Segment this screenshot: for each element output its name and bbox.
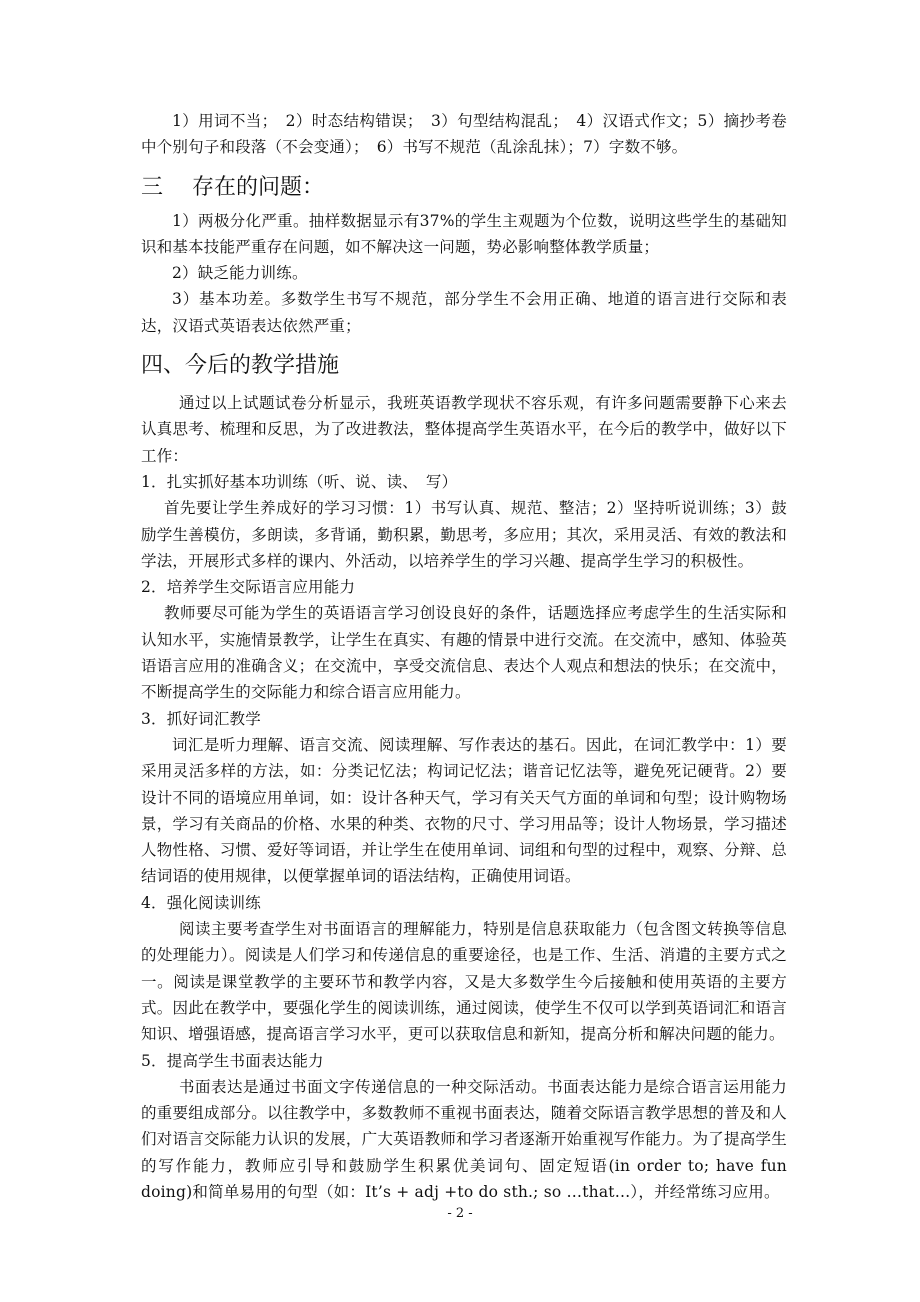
item-3-title: 3．抓好词汇教学	[141, 709, 261, 728]
error-types-paragraph: 1）用词不当； 2）时态结构错误； 3）句型结构混乱； 4）汉语式作文；5）摘抄考卷中个别句子和段落（不会变通）； 6）书写不规范（乱涂乱抹）；7）字数不够。	[141, 112, 787, 157]
item-4-body: 阅读主要考查学生对书面语言的理解能力，特别是信息获取能力（包含图文转换等信息的处理能力）。阅读是人们学习和传递信息的重要途径，也是工作、生活、消遣的主要方式之一。阅读是课堂教学的主要环节和教学内容，又是大多数学生今后接触和使用英语的主要方式。因此在教学中，要强化学生的阅读训练，通过阅读，使学生不仅可以学到英语词汇和语言知识、增强语感，提高语言学习水平，更可以获取信息和新知，提高分析和解决问题的能力。	[141, 920, 787, 1044]
problem-2-paragraph: 2）缺乏能力训练。	[172, 264, 308, 283]
item-5-body: 书面表达是通过书面文字传递信息的一种交际活动。书面表达能力是综合语言运用能力的重要组成部分。以往教学中，多数教师不重视书面表达，随着交际语言教学思想的普及和人们对语言交际能力认识的发展，广大英语教师和学习者逐渐开始重视写作能力。为了提高学生的写作能力，教师应引导和鼓励学生积累优美词句、固定短语(in order to; have fun doing)和简单易用的句型（如：It’s + adj +to do sth.; so …that…），并经常练习应用。	[141, 1077, 787, 1201]
item-2-title: 2．培养学生交际语言应用能力	[141, 578, 356, 597]
section-heading-measures: 四、今后的教学措施	[141, 353, 340, 379]
item-4-title: 4．强化阅读训练	[141, 893, 261, 912]
item-1-body: 首先要让学生养成好的学习习惯：1）书写认真、规范、整洁；2）坚持听说训练；3）鼓励学生善模仿，多朗读，多背诵，勤积累，勤思考，多应用；其次，采用灵活、有效的教法和学法，开展形式多样的课内、外活动，以培养学生的学习兴趣、提高学生学习的积极性。	[141, 499, 787, 570]
item-1-title: 1．扎实抓好基本功训练（听、说、读、 写）	[141, 472, 458, 491]
measures-intro-paragraph: 通过以上试题试卷分析显示，我班英语教学现状不容乐观，有许多问题需要静下心来去认真思考、梳理和反思，为了改进教法，整体提高学生英语水平，在今后的教学中，做好以下工作：	[141, 394, 787, 465]
problem-3-paragraph: 3）基本功差。多数学生书写不规范，部分学生不会用正确、地道的语言进行交际和表达，汉语式英语表达依然严重；	[141, 290, 787, 335]
item-5-title: 5．提高学生书面表达能力	[141, 1051, 324, 1070]
item-3-body: 词汇是听力理解、语言交流、阅读理解、写作表达的基石。因此，在词汇教学中：1）要采用灵活多样的方法，如：分类记忆法；构词记忆法；谐音记忆法等，避免死记硬背。2）要设计不同的语境应用单词，如：设计各种天气，学习有关天气方面的单词和句型；设计购物场景，学习有关商品的价格、水果的种类、衣物的尺寸、学习用品等；设计人物场景，学习描述人物性格、习惯、爱好等词语，并让学生在使用单词、词组和句型的过程中，观察、分辩、总结词语的使用规律，以便掌握单词的语法结构，正确使用词语。	[141, 735, 787, 886]
problem-1-paragraph: 1）两极分化严重。抽样数据显示有37%的学生主观题为个位数，说明这些学生的基础知识和基本技能严重存在问题，如不解决这一问题，势必影响整体教学质量；	[141, 211, 787, 256]
document-page	[141, 108, 787, 1205]
item-2-body: 教师要尽可能为学生的英语语言学习创设良好的条件，话题选择应考虑学生的生活实际和认知水平，实施情景教学，让学生在真实、有趣的情景中进行交流。在交流中，感知、体验英语语言应用的准确含义；在交流中，享受交流信息、表达个人观点和想法的快乐；在交流中，不断提高学生的交际能力和综合语言应用能力。	[141, 604, 787, 702]
page-number: - 2 -	[447, 1206, 473, 1221]
section-heading-problems: 三 存在的问题：	[141, 174, 324, 200]
